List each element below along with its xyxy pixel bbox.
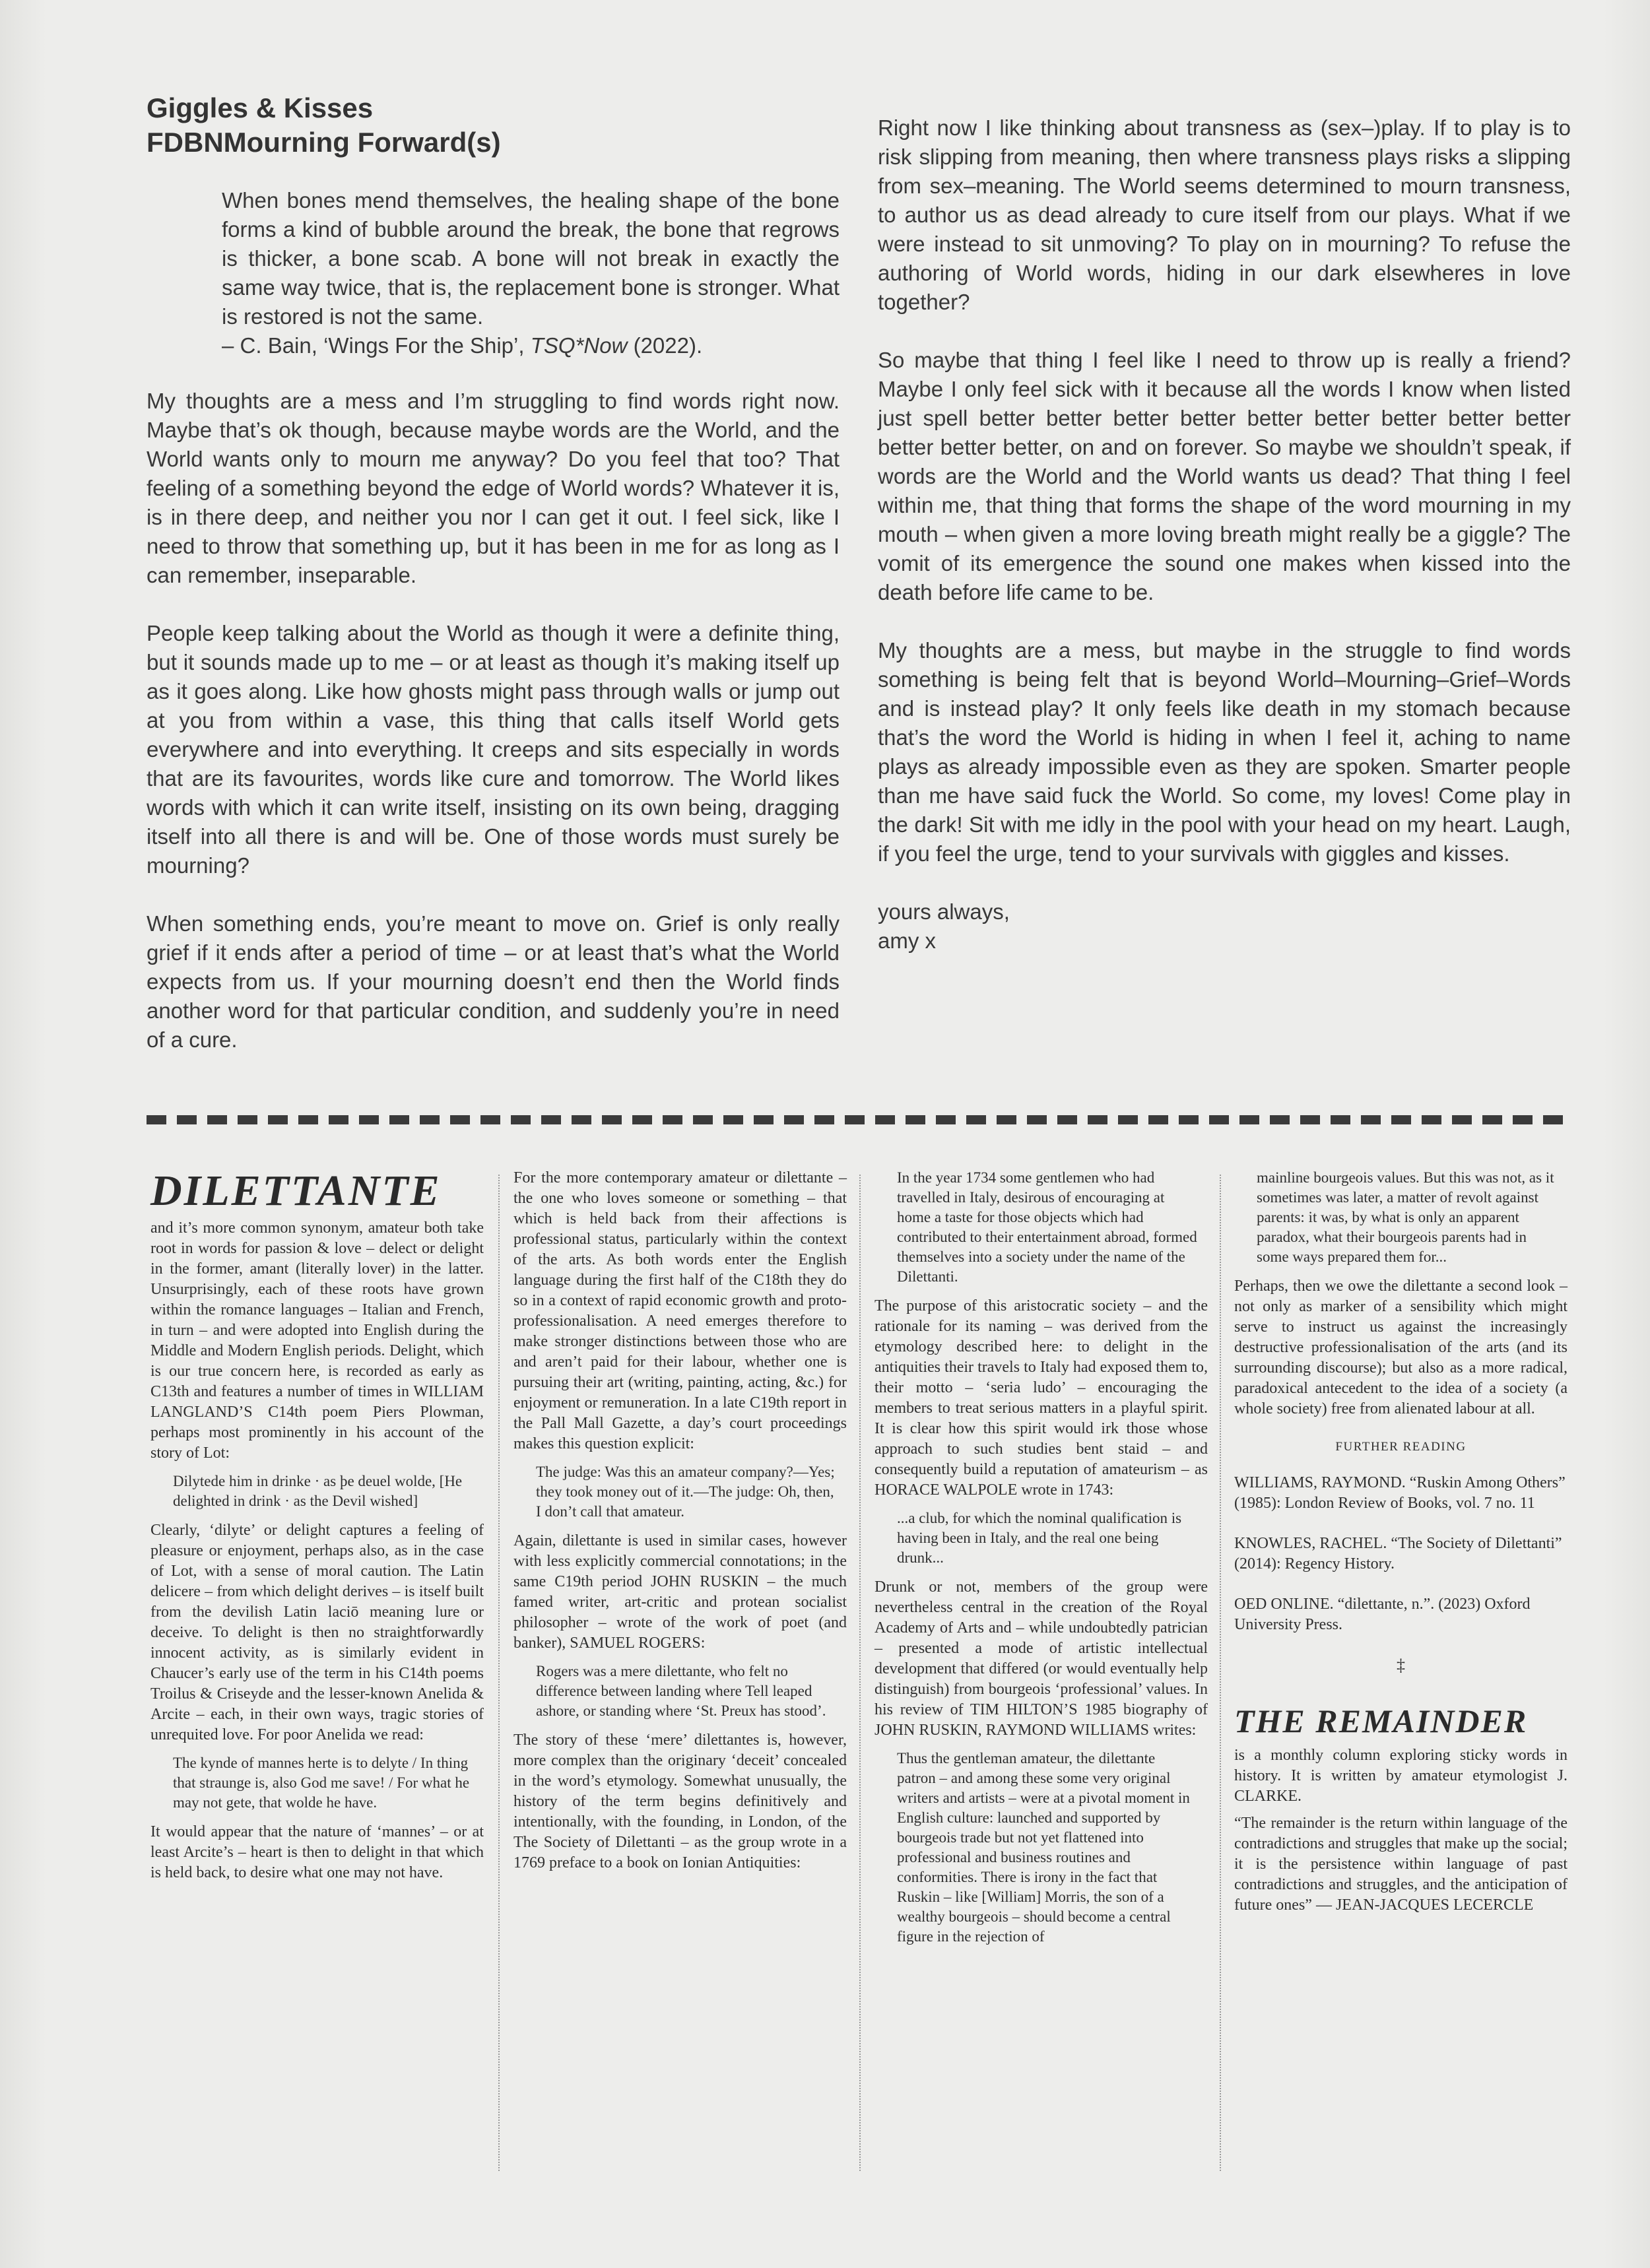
column-paragraph: For the more contemporary amateur or dilettante – the one who loves someone or something – that which is held back from their affections is professional status, particularly within the context of the arts. As both words enter the English language during the first half of the C18th they do so in a context of rapid economic growth and proto-professionalisation. A need emerges therefore to make stronger distinctions between those who are and aren’t paid for their labour, whether one is pursuing their art (writing, painting, acting, &c.) for enjoyment or remuneration. In a late C19th report in the Pall Mall Gazette, a day’s court proceedings makes this question explicit: (513, 1169, 847, 1452)
column-rule (498, 1175, 500, 2171)
epigraph (222, 186, 840, 360)
column-paragraph: Perhaps, then we owe the dilettante a second look – not only as marker of a sensibility which might serve to instruct us against the increasingly destructive professionalisation of the arts (and its surrounding discourse); but also as a more radical, paradoxical antecedent to the idea of a society (a whole society) free from alienated labour at all. (1234, 1278, 1568, 1417)
block-quote: The judge: Was this an amateur company?—Yes; they took money out of it.—The judge: Oh, then, I don’t call that amateur. (536, 1464, 835, 1520)
remainder-quote: “The remainder is the return within language of the contradictions and struggles that make up the social; it is the persistence within language of past contradictions and struggles, and the anticipation of future ones” — JEAN-JACQUES LECERCLE (1234, 1815, 1568, 1914)
letter-left-column (147, 91, 840, 1084)
etymology-column-1 (150, 1168, 484, 1890)
column-paragraph: Clearly, ‘dilyte’ or delight captures a feeling of pleasure or enjoyment, perhaps also, as in the case of Lot, with a sense of moral caution. The Latin delicere – from which delight derives – is itself built from the devilish Latin laciō meaning lure or deceive. To delight is then no straightforwardly innocent activity, as is similarly evident in Chaucer’s early use of the term in his C14th poems Troilus & Criseyde and the lesser-known Anelida & Arcite – each, in their own ways, tragic stories of unrequited love. For poor Anelida we read: (150, 1522, 484, 1743)
letter-paragraph: My thoughts are a mess, but maybe in the struggle to find words something is being felt that is beyond World–Mourning–Grief–Words and is instead play? It only feels like death in my stomach because that’s the word the World is hiding in when I feel it, aching to name plays as already impossible even as they are spoken. Smarter people than me have said fuck the World. So come, my loves! Come play in the dark! Sit with me idly in the pool with your head on my heart. Laugh, if you feel the urge, tend to your survivals with giggles and kisses. (878, 638, 1571, 866)
letter-right-column (878, 113, 1571, 956)
signoff-line2: amy x (878, 928, 937, 953)
epigraph-text: When bones mend themselves, the healing shape of the bone forms a kind of bubble around the break, the bone that regrows is thicker, a bone scab. A bone will not break in exactly the same way twice, that is, the replacement bone is stronger. What is restored is not the same. (222, 188, 840, 329)
etymology-column-4 (1234, 1168, 1568, 1922)
column-paragraph: Again, dilettante is used in similar cases, however with less explicitly commercial connotations; in the same C19th period JOHN RUSKIN – the much famed writer, art-critic and protean socialist philosopher – wrote of the work of poet (and banker), SAMUEL ROGERS: (513, 1532, 847, 1652)
column-paragraph: The purpose of this aristocratic society – and the rationale for its naming – was derived from the etymology described here: to delight in the antiquities their travels to Italy had exposed them to, their motto – ‘seria ludo’ – encouraging the members to treat serious matters in a playful spirit. It is clear how this spirit would irk those whose approach to such studies bent staid – and consequently build a reputation of amateurism – as HORACE WALPOLE wrote in 1743: (874, 1297, 1208, 1499)
block-quote: Dilytede him in drinke · as þe deuel wolde, [He delighted in drink · as the Devil wished] (173, 1473, 463, 1509)
epigraph-cite-title: TSQ*Now (530, 333, 628, 358)
block-quote: Rogers was a mere dilettante, who felt no difference between landing where Tell leaped ashore, or standing where ‘St. Preux has stood’. (536, 1663, 826, 1719)
block-quote: Thus the gentleman amateur, the dilettante patron – and among these some very original writers and artists – were at a pivotal moment in English culture: launched and supported by bourgeois trade but not yet flattened into professional and business routines and conformities. There is irony in the fact that Ruskin – like [William] Morris, the son of a wealthy bourgeois – should become a central figure in the rejection of (897, 1750, 1190, 1945)
block-quote: The kynde of mannes herte is to delyte / In thing that straunge is, also God me save! / For what he may not gete, that wolde he have. (173, 1755, 470, 1811)
epigraph-cite-prefix: – C. Bain, ‘Wings For the Ship’, (222, 333, 531, 358)
epigraph-cite-suffix: (2022). (627, 333, 703, 358)
letter-paragraph: Right now I like thinking about transness as (sex–)play. If to play is to risk slipping from meaning, then where transness plays risks a slipping from sex–meaning. The World seems determined to mourn transness, to author us as dead already to cure itself from our plays. What if we were instead to sit unmoving? To play on in mourning? To refuse the authoring of World words, hiding in our dark elsewheres in love together? (878, 115, 1571, 314)
column-rule (859, 1175, 861, 2171)
remainder-intro: is a monthly column exploring sticky words in history. It is written by amateur etymologist J. CLARKE. (1234, 1747, 1568, 1805)
letter-title-line1: Giggles & Kisses (147, 92, 374, 123)
headword: DILETTANTE (150, 1167, 442, 1215)
further-reading-heading: FURTHER READING (1335, 1440, 1467, 1454)
letter-paragraph: My thoughts are a mess and I’m struggling to find words right now. Maybe that’s ok though, because maybe words are the World, and the World wants only to mourn me anyway? Do you feel that too? That feeling of a something beyond the edge of World words? Whatever it is, is in there deep, and neither you nor I can get it out. I feel sick, like I need to throw that something up, but it has been in me for as long as I can remember, inseparable. (147, 389, 840, 587)
etymology-column-3 (874, 1168, 1208, 1956)
block-quote: ...a club, for which the nominal qualification is having been in Italy, and the real one being drunk... (897, 1510, 1182, 1566)
signoff-line1: yours always, (878, 899, 1010, 924)
column-paragraph: and it’s more common synonym, amateur both take root in words for passion & love – delect or delight in the former, amant (literally lover) in the latter. Unsurprisingly, each of these roots have grown within the romance languages – Italian and French, in turn – and were adopted into English during the Middle and Modern English periods. Delight, which is our true concern here, is recorded as early as C13th and features a number of times in WILLIAM LANGLAND’S C14th poem Piers Plowman, perhaps most prominently in his account of the story of Lot: (150, 1219, 484, 1462)
column-paragraph: Drunk or not, members of the group were nevertheless central in the creation of the Royal Academy of Arts and – while undoubtedly patrician – presented a mode of artistic intellectual development that differed (or would eventually help distinguish) from bourgeois ‘professional’ values. In his review of TIM HILTON’S 1985 biography of JOHN RUSKIN, RAYMOND WILLIAMS writes: (874, 1578, 1208, 1739)
letter-paragraph: So maybe that thing I feel like I need to throw up is really a friend? Maybe I only feel sick with it because all the words I know when listed just spell better better better better better better better better better better better better, on and on forever. So maybe we shouldn’t speak, if words are the World and the World wants us dead? That thing I feel within me, that thing that forms the shape of the word mourning in my mouth – when given a more loving breath might really be a giggle? The vomit of its emergence the sound one makes when kissed into the death before life came to be. (878, 348, 1571, 604)
epigraph-cite (222, 333, 702, 358)
reference-item: KNOWLES, RACHEL. “The Society of Dilettanti” (2014): Regency History. (1234, 1535, 1562, 1572)
etymology-column-2 (513, 1168, 847, 1880)
letter-title-line2: FDBNMourning Forward(s) (147, 127, 501, 158)
column-paragraph: The story of these ‘mere’ dilettantes is, however, more complex than the originary ‘deceit’ concealed in the word’s etymology. Somewhat unusually, the history of the term begins definitively and intentionally, with the founding, in London, of the The Society of Dilettanti – as the group wrote in a 1769 preface to a book on Ionian Antiquities: (513, 1732, 847, 1871)
letter-paragraph: When something ends, you’re meant to move on. Grief is only really grief if it ends after a period of time – or at least that’s what the World expects from us. If your mourning doesn’t end then the World finds another word for that particular condition, and suddenly you’re in need of a cure. (147, 911, 840, 1052)
letter-paragraph: People keep talking about the World as though it were a definite thing, but it sounds made up to me – or at least as though it’s making itself up as it goes along. Like how ghosts might pass through walls or jump out at you from within a vase, this thing that calls itself World gets everywhere and into everything. It creeps and sits especially in words that are its favourites, words like cure and tomorrow. The World likes words with which it can write itself, insisting on its own being, dragging itself into all there is and will be. One of those words must surely be mourning? (147, 621, 840, 878)
dagger-ornament: ‡ (1397, 1656, 1405, 1675)
dashed-divider (147, 1115, 1571, 1124)
reference-item: OED ONLINE. “dilettante, n.”. (2023) Oxford University Press. (1234, 1596, 1531, 1633)
remainder-heading: THE REMAINDER (1234, 1702, 1528, 1739)
block-quote: In the year 1734 some gentlemen who had travelled in Italy, desirous of encouraging at home a taste for those objects which had contributed to their entertainment abroad, formed themselves into a society under the name of the Dilettanti. (897, 1169, 1197, 1285)
letter-title (147, 91, 840, 160)
column-paragraph: It would appear that the nature of ‘mannes’ – or at least Arcite’s – heart is then to delight in that which is held back, to desire what one may not have. (150, 1823, 484, 1881)
block-quote: mainline bourgeois values. But this was not, as it sometimes was later, a matter of revolt against parents: it was, by what is only an apparent paradox, what their bourgeois parents had in some ways prepared them for... (1257, 1169, 1554, 1265)
reference-item: WILLIAMS, RAYMOND. “Ruskin Among Others” (1985): London Review of Books, vol. 7 no. 11 (1234, 1474, 1566, 1512)
column-rule (1220, 1175, 1221, 2171)
